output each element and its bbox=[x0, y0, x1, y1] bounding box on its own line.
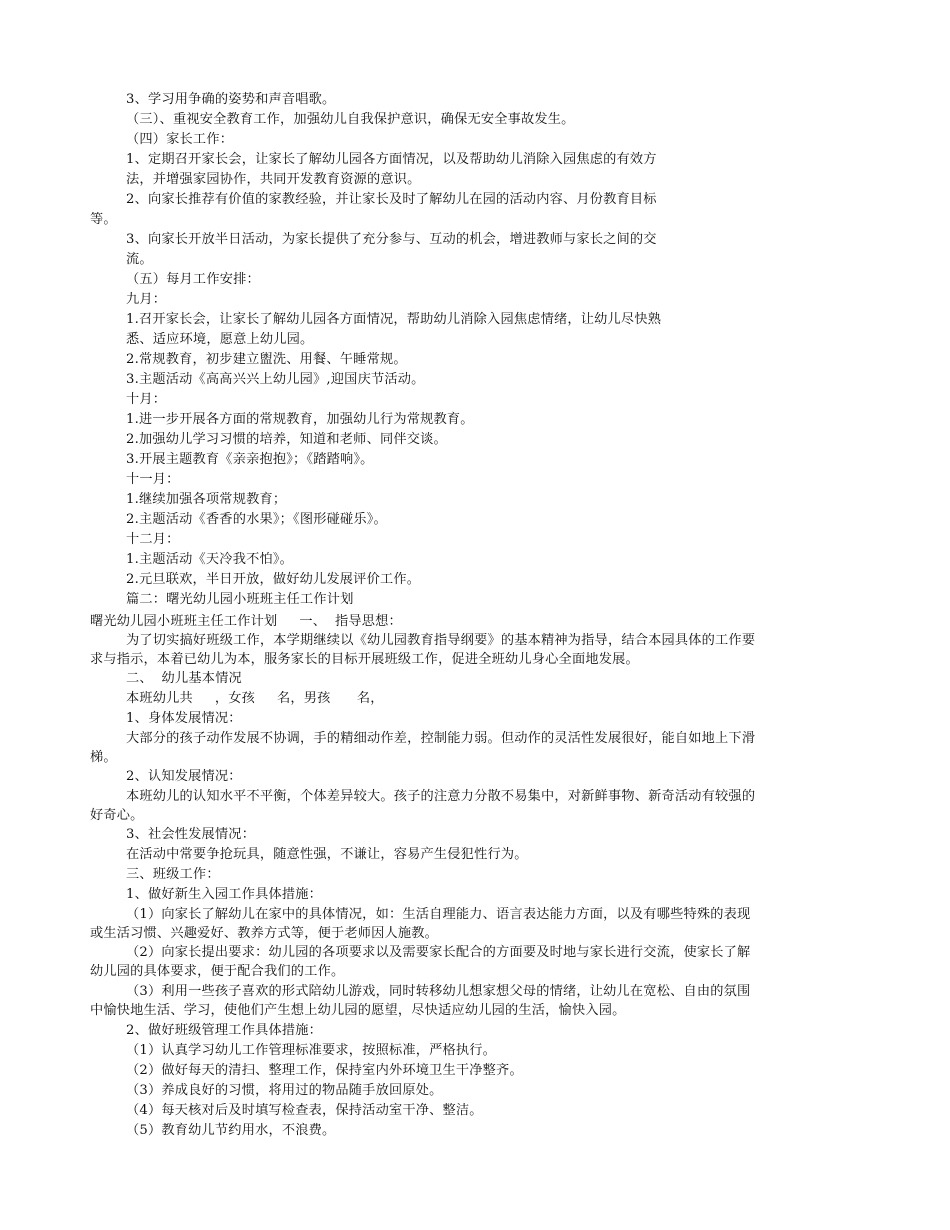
text-line: 2.常规教育，初步建立盥洗、用餐、午睡常规。 bbox=[126, 352, 407, 367]
text-line: 流。 bbox=[126, 252, 153, 267]
text-line: 2、做好班级管理工作具体措施： bbox=[126, 1023, 323, 1038]
text-line: （四）家长工作： bbox=[126, 132, 234, 147]
text-line: 中愉快地生活、学习，使他们产生想上幼儿园的愿望，尽快适应幼儿园的生活，愉快入园。 bbox=[90, 1003, 626, 1018]
text-line: 十月： bbox=[126, 392, 167, 407]
text-line: 曙光幼儿园小班班主任工作计划 一、 指导思想： bbox=[90, 614, 402, 629]
text-line: 梯。 bbox=[90, 750, 117, 765]
text-line: （3）养成良好的习惯，将用过的物品随手放回原处。 bbox=[126, 1083, 443, 1098]
text-line: （4）每天核对后及时填写检查表，保持活动室干净、整洁。 bbox=[126, 1103, 483, 1118]
text-line: （5）教育幼儿节约用水，不浪费。 bbox=[126, 1123, 336, 1138]
text-line: 2.加强幼儿学习习惯的培养，知道和老师、同伴交谈。 bbox=[126, 432, 447, 447]
text-line: 3、向家长开放半日活动，为家长提供了充分参与、互动的机会，增进教师与家长之间的交 bbox=[126, 232, 657, 247]
text-line: （三）、重视安全教育工作，加强幼儿自我保护意识，确保无安全事故发生。 bbox=[126, 112, 575, 127]
text-line: 幼儿园的具体要求，便于配合我们的工作。 bbox=[90, 964, 345, 979]
text-line: 九月： bbox=[126, 292, 167, 307]
text-line: 在活动中常要争抢玩具，随意性强，不谦让，容易产生侵犯性行为。 bbox=[126, 847, 528, 862]
text-line: 2、认知发展情况： bbox=[126, 769, 242, 784]
text-line: （2）做好每天的清扫、整理工作，保持室内外环境卫生干净整齐。 bbox=[126, 1063, 523, 1078]
text-line: 求与指示，本着已幼儿为本，服务家长的目标开展班级工作，促进全班幼儿身心全面地发展。 bbox=[90, 652, 639, 667]
text-line: 1、定期召开家长会，让家长了解幼儿园各方面情况，以及帮助幼儿消除入园焦虑的有效方 bbox=[126, 152, 657, 167]
text-line: 1.继续加强各项常规教育； bbox=[126, 492, 287, 507]
text-line: 篇二：曙光幼儿园小班班主任工作计划 bbox=[126, 592, 354, 607]
text-line: （3）利用一些孩子喜欢的形式陪幼儿游戏，同时转移幼儿想家想父母的情绪，让幼儿在宽松、自由的氛围 bbox=[126, 984, 751, 999]
text-line: 2.元旦联欢，半日开放，做好幼儿发展评价工作。 bbox=[126, 572, 421, 587]
text-line: 十二月： bbox=[126, 532, 180, 547]
text-line: 3.开展主题教育《亲亲抱抱》；《踏踏响》。 bbox=[126, 452, 374, 467]
text-line: 或生活习惯、兴趣爱好、教养方式等，便于老师因人施教。 bbox=[90, 926, 439, 941]
text-line: 2、向家长推荐有价值的家教经验，并让家长及时了解幼儿在园的活动内容、月份教育目标 bbox=[126, 192, 657, 207]
text-line: 3、社会性发展情况： bbox=[126, 827, 256, 842]
text-line: 为了切实搞好班级工作，本学期继续以《幼儿园教育指导纲要》的基本精神为指导，结合本园具体的工作要 bbox=[126, 633, 756, 648]
text-line: 本班幼儿共 ，女孩 名，男孩 名， bbox=[126, 691, 384, 706]
text-line: （1）认真学习幼儿工作管理标准要求，按照标准，严格执行。 bbox=[126, 1043, 497, 1058]
text-line: 二、 幼儿基本情况 bbox=[126, 671, 242, 686]
text-line: 3、学习用争确的姿势和声音唱歌。 bbox=[126, 92, 336, 107]
text-line: 3.主题活动《高高兴兴上幼儿园》,迎国庆节活动。 bbox=[126, 372, 425, 387]
text-line: 1.主题活动《天冷我不怕》。 bbox=[126, 552, 294, 567]
text-line: 悉、适应环境，愿意上幼儿园。 bbox=[126, 332, 314, 347]
text-line: 1.进一步开展各方面的常规教育，加强幼儿行为常规教育。 bbox=[126, 412, 474, 427]
text-line: 1、身体发展情况： bbox=[126, 711, 242, 726]
text-line: （2）向家长提出要求：幼儿园的各项要求以及需要家长配合的方面要及时地与家长进行交流，使家长了解 bbox=[126, 945, 751, 960]
text-line: 大部分的孩子动作发展不协调，手的精细动作差，控制能力弱。但动作的灵活性发展很好，能自如地上下滑 bbox=[126, 731, 756, 746]
text-line: 1.召开家长会，让家长了解幼儿园各方面情况，帮助幼儿消除入园焦虑情绪，让幼儿尽快熟 bbox=[126, 312, 662, 327]
text-line: （五）每月工作安排： bbox=[126, 272, 260, 287]
text-line: 三、班级工作： bbox=[126, 867, 220, 882]
text-line: 本班幼儿的认知水平不平衡，个体差异较大。孩子的注意力分散不易集中，对新鲜事物、新奇活动有较强的 bbox=[126, 789, 756, 804]
text-line: 2.主题活动《香香的水果》；《图形碰碰乐》。 bbox=[126, 512, 387, 527]
text-line: 十一月： bbox=[126, 472, 180, 487]
text-line: 等。 bbox=[90, 212, 117, 227]
text-line: 1、做好新生入园工作具体措施： bbox=[126, 887, 323, 902]
text-line: （1）向家长了解幼儿在家中的具体情况，如：生活自理能力、语言表达能力方面，以及有哪些特殊的表现 bbox=[126, 907, 751, 922]
text-line: 法，并增强家园协作，共同开发教育资源的意识。 bbox=[126, 172, 421, 187]
text-line: 好奇心。 bbox=[90, 808, 144, 823]
